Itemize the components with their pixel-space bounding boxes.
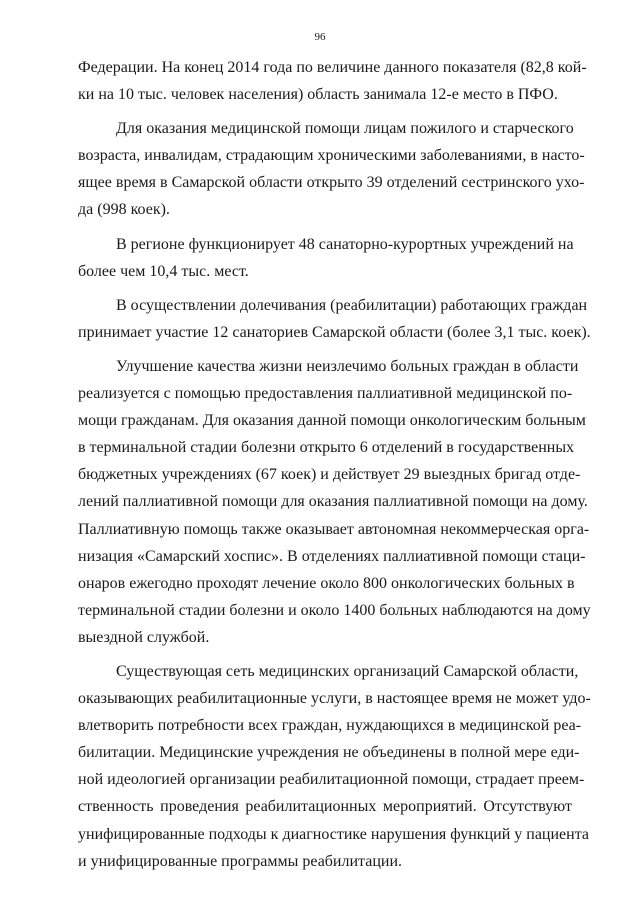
text-line: В регионе функционирует 48 санаторно-курортных учреждений на bbox=[116, 235, 574, 253]
text-line: билитации. Медицинские учреждения не объединены в полной мере еди- bbox=[78, 744, 580, 762]
text-line: ящее время в Самарской области открыто 39 отделений сестринского ухо- bbox=[78, 174, 585, 192]
paragraph-gap bbox=[78, 108, 572, 115]
text-line: ственность проведения реабилитационных мероприятий. Отсутствуют bbox=[78, 798, 572, 816]
text-line: низация «Самарский хоспис». В отделениях паллиативной помощи стаци- bbox=[78, 547, 586, 565]
paragraph-gap bbox=[78, 224, 572, 231]
text-line: и унифицированные программы реабилитации. bbox=[78, 852, 403, 870]
text-line: мощи гражданам. Для оказания данной помощи онкологическим больным bbox=[78, 412, 586, 430]
paragraph bbox=[78, 292, 591, 346]
text-line: В осуществлении долечивания (реабилитации) работающих граждан bbox=[116, 296, 588, 314]
text-line: выездной службой. bbox=[78, 628, 210, 646]
text-line: влетворить потребности всех граждан, нуждающихся в медицинской реа- bbox=[78, 717, 582, 735]
text-line: лений паллиативной помощи для оказания паллиативной помощи на дому. bbox=[78, 493, 588, 511]
text-line: Для оказания медицинской помощи лицам пожилого и старческого bbox=[116, 120, 574, 138]
text-line: онаров ежегодно проходят лечение около 800 онкологических больных в bbox=[78, 574, 575, 592]
text-line: более чем 10,4 тыс. мест. bbox=[78, 262, 249, 280]
paragraph-gap bbox=[78, 285, 572, 292]
paragraph bbox=[78, 353, 591, 651]
text-line: Улучшение качества жизни неизлечимо больных граждан в области bbox=[116, 357, 579, 375]
text-line: бюджетных учреждениях (67 коек) и действует 29 выездных бригад отде- bbox=[78, 466, 581, 484]
text-line: в терминальной стадии болезни открыто 6 отделений в государственных bbox=[78, 439, 575, 457]
text-line: терминальной стадии болезни и около 1400 больных наблюдаются на дому bbox=[78, 601, 591, 619]
text-line: унифицированные подходы к диагностике нарушения функций у пациента bbox=[78, 825, 589, 843]
page-number: 96 bbox=[314, 31, 326, 43]
paragraph bbox=[78, 658, 591, 875]
text-line: ной идеологией организации реабилитационной помощи, страдает преем- bbox=[78, 771, 585, 789]
text-line: да (998 коек). bbox=[78, 201, 170, 219]
paragraph-gap bbox=[78, 651, 572, 658]
text-line: Паллиативную помощь также оказывает автономная некоммерческая орга- bbox=[78, 520, 590, 538]
paragraph bbox=[78, 115, 585, 223]
text-line: реализуется с помощью предоставления паллиативной медицинской по- bbox=[78, 385, 573, 403]
text-line: возраста, инвалидам, страдающим хроническими заболеваниями, в насто- bbox=[78, 147, 585, 165]
text-line: принимает участие 12 санаториев Самарской области (более 3,1 тыс. коек). bbox=[78, 323, 591, 341]
paragraph-gap bbox=[78, 346, 572, 353]
paragraph bbox=[78, 231, 572, 285]
text-line: Федерации. На конец 2014 года по величине данного показателя (82,8 кой- bbox=[78, 59, 587, 76]
paragraph bbox=[78, 54, 587, 108]
text-line: ки на 10 тыс. человек населения) область занимала 12-е место в ПФО. bbox=[78, 86, 558, 104]
document-body bbox=[78, 54, 591, 875]
text-line: Существующая сеть медицинских организаций Самарской области, bbox=[116, 662, 579, 680]
text-line: оказывающих реабилитационные услуги, в настоящее время не может удо- bbox=[78, 690, 591, 708]
